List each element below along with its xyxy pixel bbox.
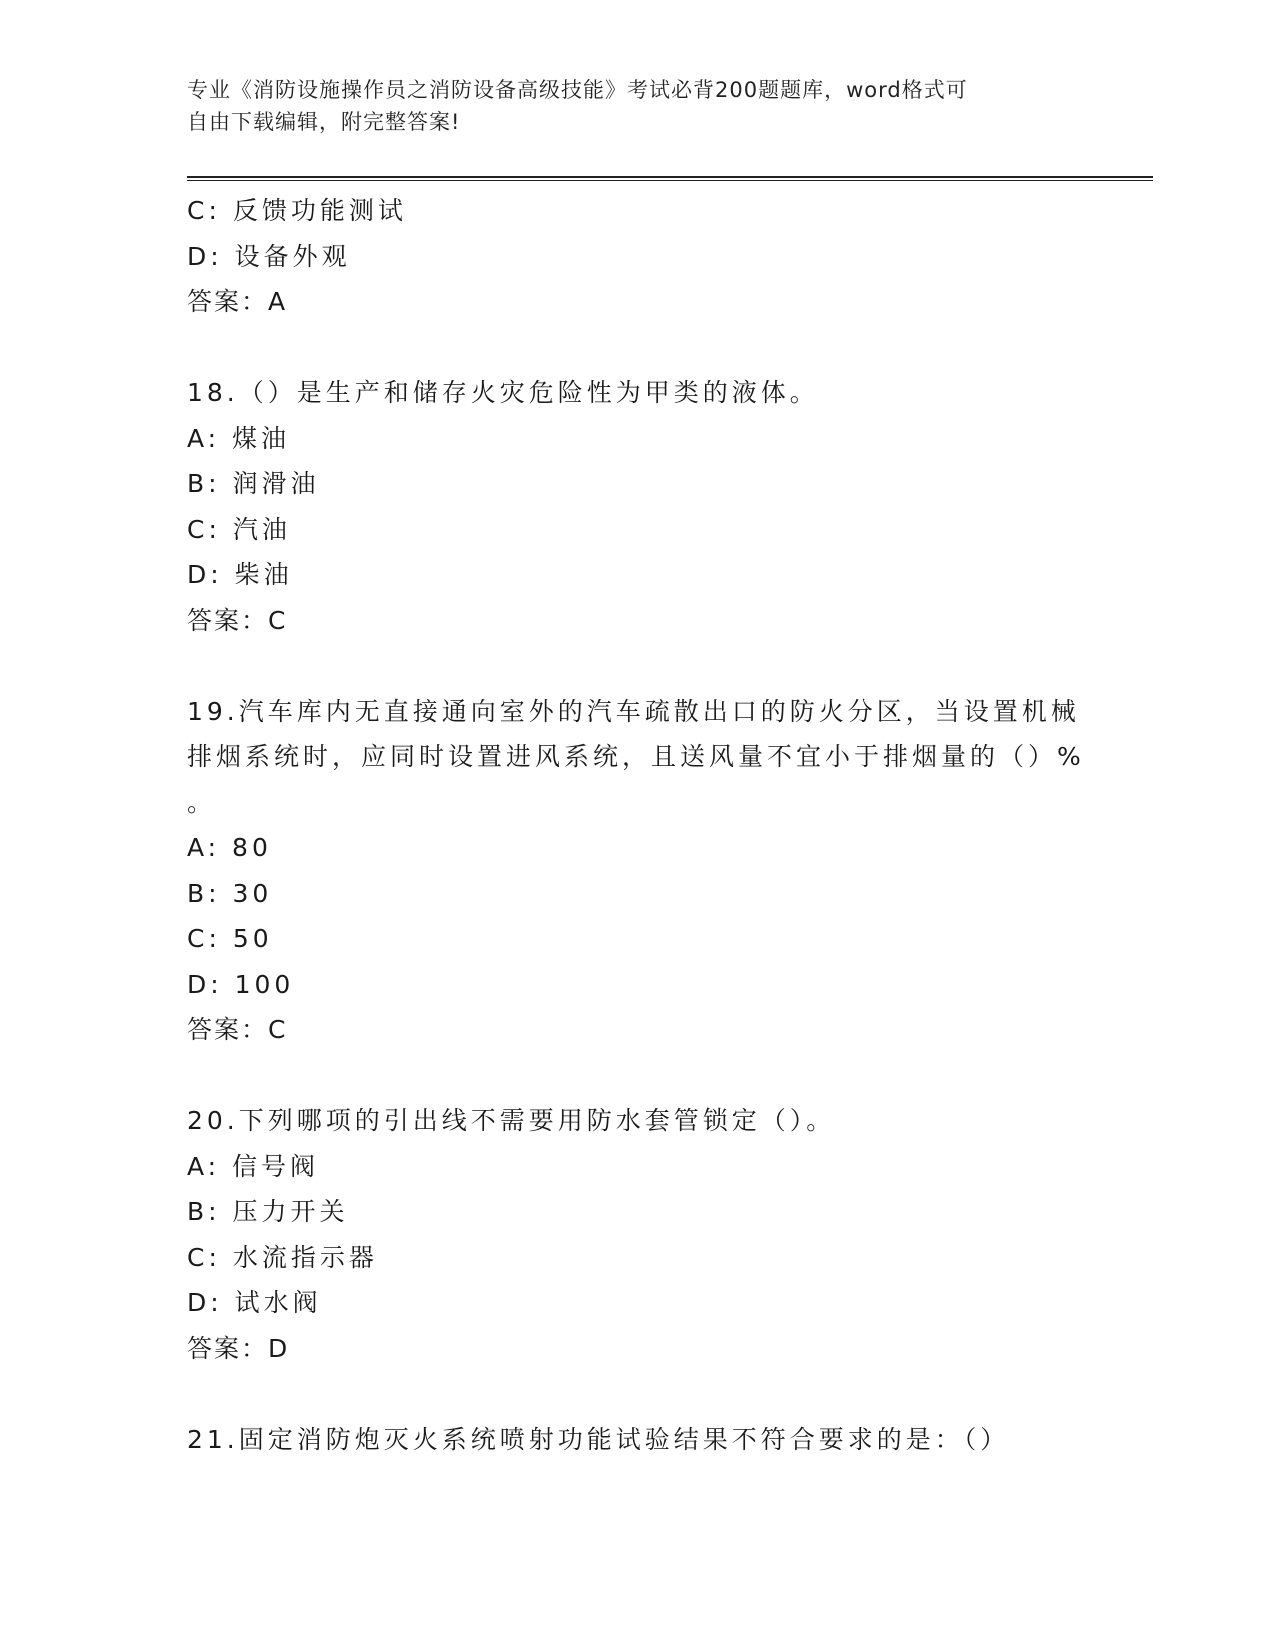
answer: 答案：C [187, 605, 288, 635]
option-b: B: 润滑油 [187, 469, 320, 498]
page-header [187, 74, 1067, 138]
option-d: D: 柴油 [187, 560, 293, 589]
option-c: C: 汽油 [187, 514, 291, 544]
option-c: C: 50 [187, 924, 273, 953]
spacer [187, 325, 1087, 371]
question-stem-line-2: 排烟系统时，应同时设置进风系统，且送风量不宜小于排烟量的（）% [187, 742, 1085, 771]
document-body [187, 188, 1087, 1462]
header-divider [187, 176, 1153, 181]
question-20 [187, 1098, 1087, 1371]
spacer [187, 1371, 1087, 1417]
header-title-line-2: 自由下载编辑，附完整答案! [187, 110, 461, 134]
option-d: D: 试水阀 [187, 1288, 322, 1317]
option-c: C: 水流指示器 [187, 1242, 378, 1272]
question-stem: 20.下列哪项的引出线不需要用防水套管锁定（）。 [187, 1106, 836, 1135]
option-b: B: 30 [187, 878, 273, 908]
question-stem: 21.固定消防炮灭火系统喷射功能试验结果不符合要求的是：（） [187, 1424, 1010, 1454]
answer: 答案：D [187, 1333, 290, 1363]
option-a: A: 80 [187, 833, 272, 862]
answer: 答案：A [187, 287, 288, 316]
header-title-line-1: 专业《消防设施操作员之消防设备高级技能》考试必背200题题库，word格式可 [187, 78, 968, 102]
option-d: D: 设备外观 [187, 241, 351, 271]
question-stem-line-3: 。 [187, 787, 217, 817]
option-a: A: 信号阀 [187, 1151, 320, 1181]
question-19 [187, 689, 1087, 1053]
spacer [187, 1053, 1087, 1099]
option-a: A: 煤油 [187, 423, 291, 453]
question-stem-line-1: 19.汽车库内无直接通向室外的汽车疏散出口的防火分区，当设置机械 [187, 696, 1080, 726]
answer: 答案：C [187, 1015, 288, 1044]
question-stem: 18.（）是生产和储存火灾危险性为甲类的液体。 [187, 378, 819, 407]
option-d: D: 100 [187, 969, 295, 999]
question-18 [187, 370, 1087, 643]
spacer [187, 643, 1087, 689]
question-21 [187, 1417, 1087, 1463]
question-17-tail [187, 188, 1087, 325]
option-c: C: 反馈功能测试 [187, 196, 407, 225]
option-b: B: 压力开关 [187, 1197, 349, 1226]
